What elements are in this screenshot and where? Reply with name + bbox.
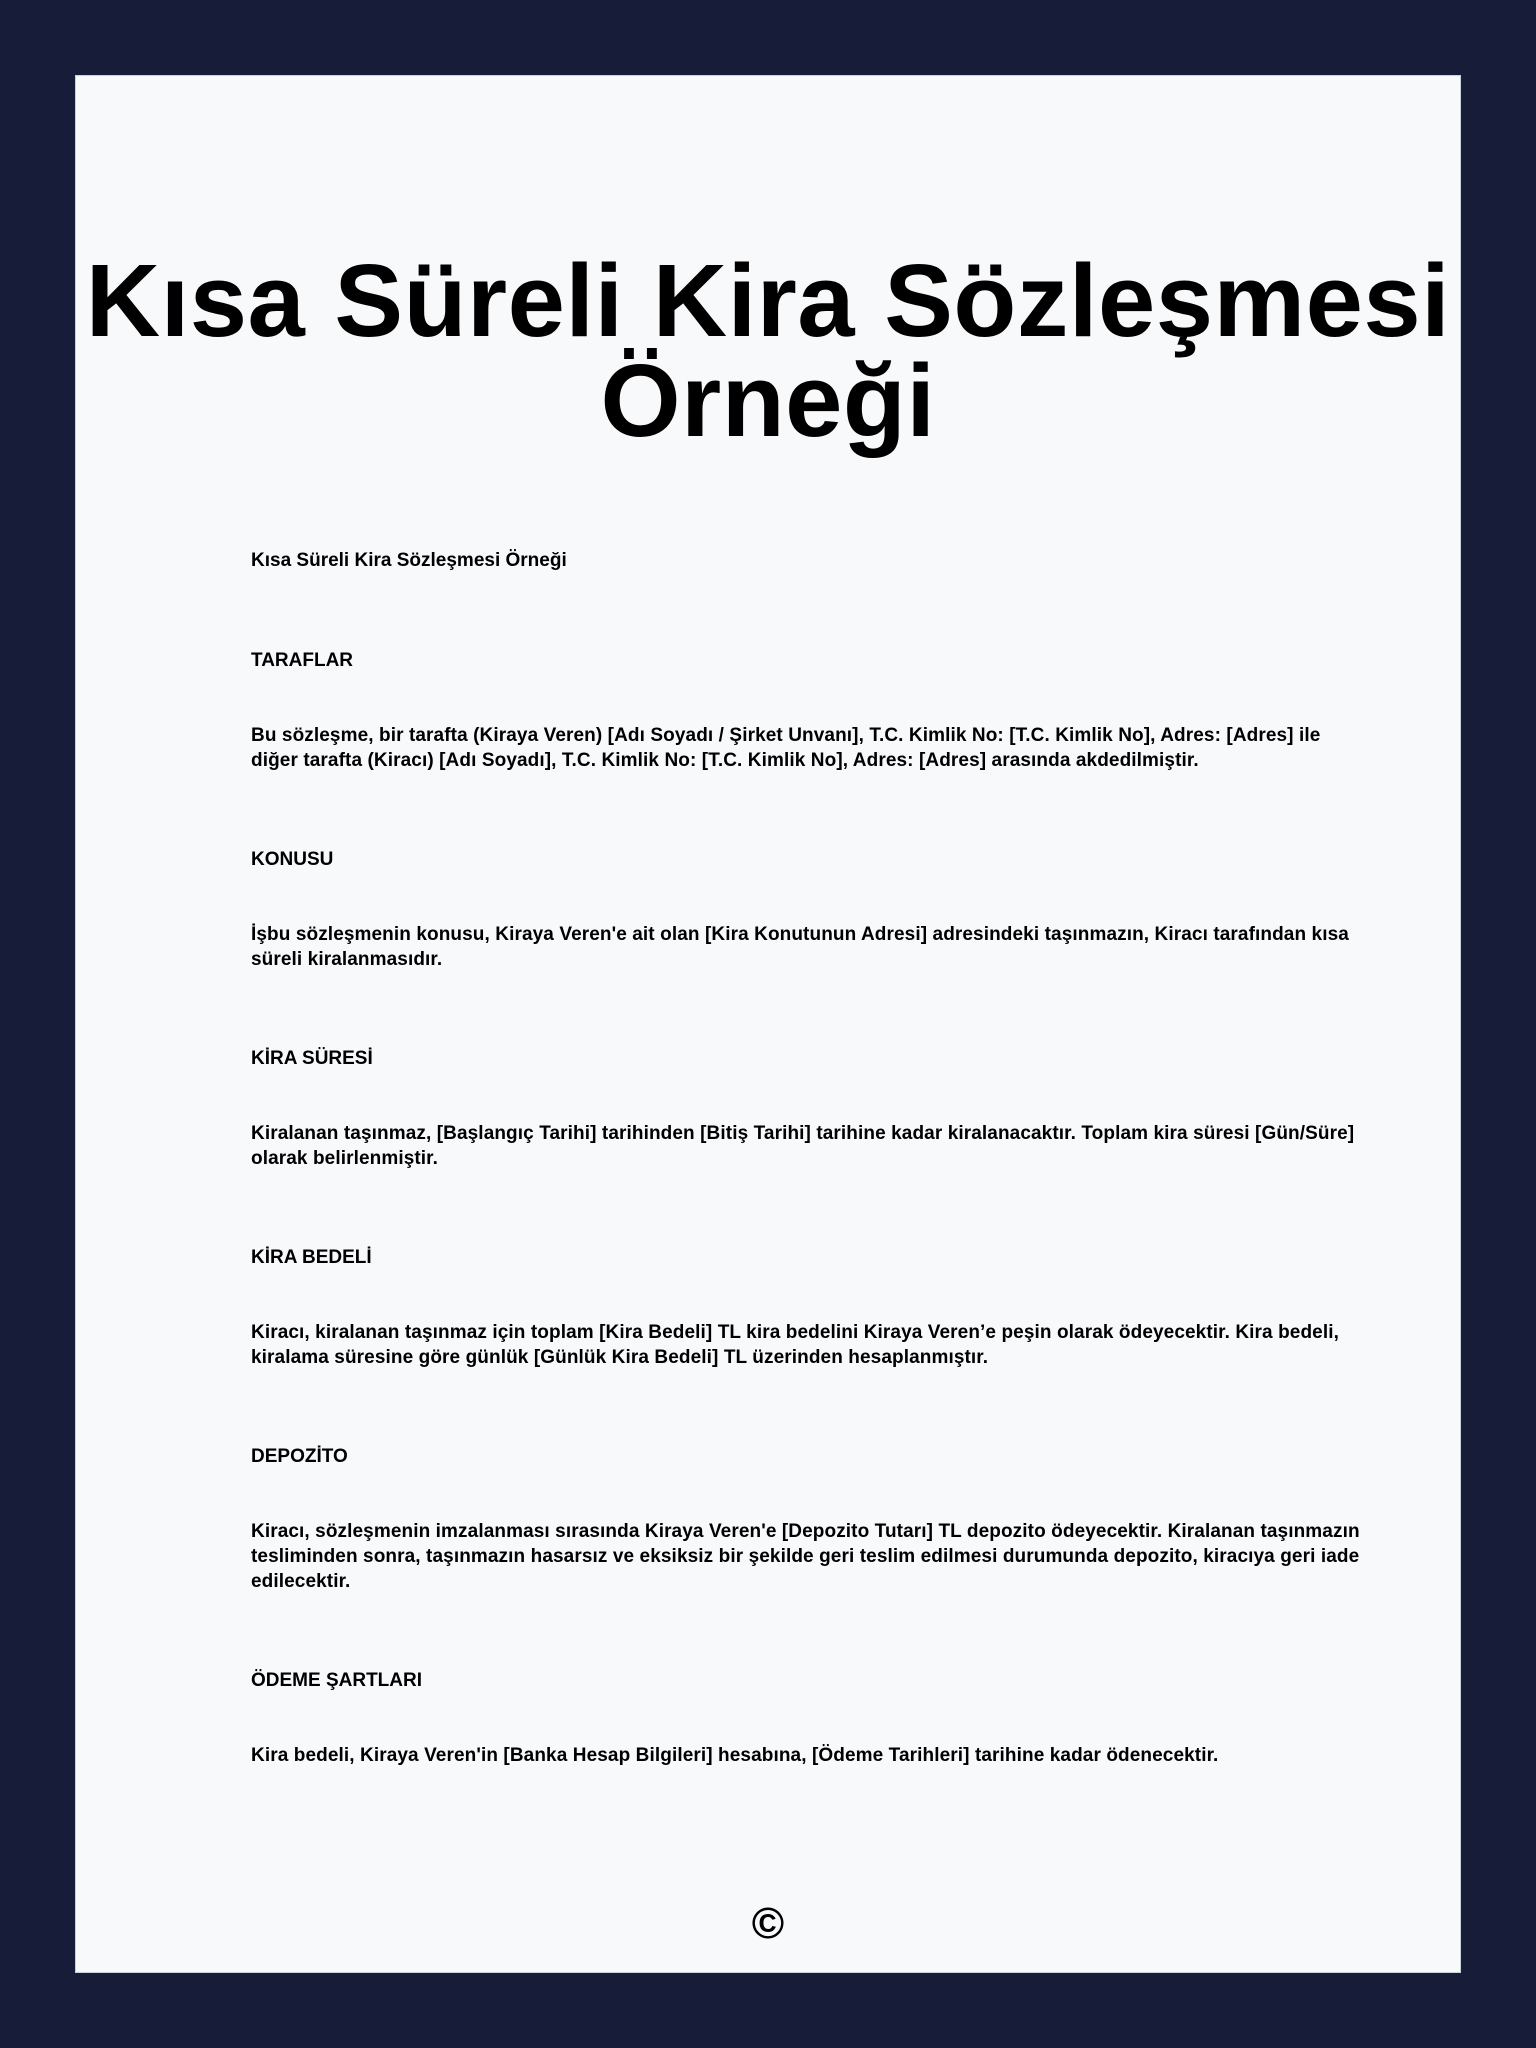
document-page (75, 75, 1461, 1973)
section-heading: ÖDEME ŞARTLARI (251, 1670, 422, 1691)
section-heading: KONUSU (251, 849, 334, 870)
section-kira-bedeli (251, 1245, 1361, 1370)
section-odeme-sartlari (251, 1668, 1361, 1768)
section-kira-suresi (251, 1046, 1361, 1171)
copyright-icon: © (751, 1899, 785, 1948)
section-depozito (251, 1444, 1361, 1594)
document-subtitle: Kısa Süreli Kira Sözleşmesi Örneği (251, 550, 567, 571)
section-heading: KİRA SÜRESİ (251, 1048, 373, 1069)
section-taraflar (251, 648, 1361, 773)
section-body: Bu sözleşme, bir tarafta (Kiraya Veren) [Adı Soyadı / Şirket Unvanı], T.C. Kimlik No: [T.C. Kimlik No], Adres: [Adres] ile diğer tarafta (Kiracı) [Adı Soyadı], T.C. Kimlik No: [T.C. Kimlik No], Adres: [Adres] arasında akdedilmiştir. (251, 725, 1321, 771)
section-body: Kiracı, kiralanan taşınmaz için toplam [Kira Bedeli] TL kira bedelini Kiraya Veren’e peşin olarak ödeyecektir. Kira bedeli, kiralama süresine göre günlük [Günlük Kira Bedeli] TL üzerinden hesaplanmıştır. (251, 1322, 1339, 1368)
section-body: Kiracı, sözleşmenin imzalanması sırasında Kiraya Veren'e [Depozito Tutarı] TL depozito ödeyecektir. Kiralanan taşınmazın tesliminden sonra, taşınmazın hasarsız ve eksiksiz bir şekilde geri teslim edilmesi durumunda depozito, kiracıya geri iade edilecektir. (251, 1521, 1360, 1592)
section-konusu (251, 847, 1361, 972)
section-body: Kira bedeli, Kiraya Veren'in [Banka Hesap Bilgileri] hesabına, [Ödeme Tarihleri] tarihine kadar ödenecektir. (251, 1745, 1219, 1766)
section-body: Kiralanan taşınmaz, [Başlangıç Tarihi] tarihinden [Bitiş Tarihi] tarihine kadar kiralanacaktır. Toplam kira süresi [Gün/Süre] olarak belirlenmiştir. (251, 1123, 1355, 1169)
document-content (251, 548, 1361, 1768)
section-body: İşbu sözleşmenin konusu, Kiraya Veren'e ait olan [Kira Konutunun Adresi] adresindeki taşınmazın, Kiracı tarafından kısa süreli kiralanmasıdır. (251, 924, 1349, 970)
section-heading: DEPOZİTO (251, 1446, 348, 1467)
section-heading: TARAFLAR (251, 650, 354, 671)
section-heading: KİRA BEDELİ (251, 1247, 372, 1268)
page-title: Kısa Süreli Kira Sözleşmesi Örneği (85, 243, 1451, 458)
